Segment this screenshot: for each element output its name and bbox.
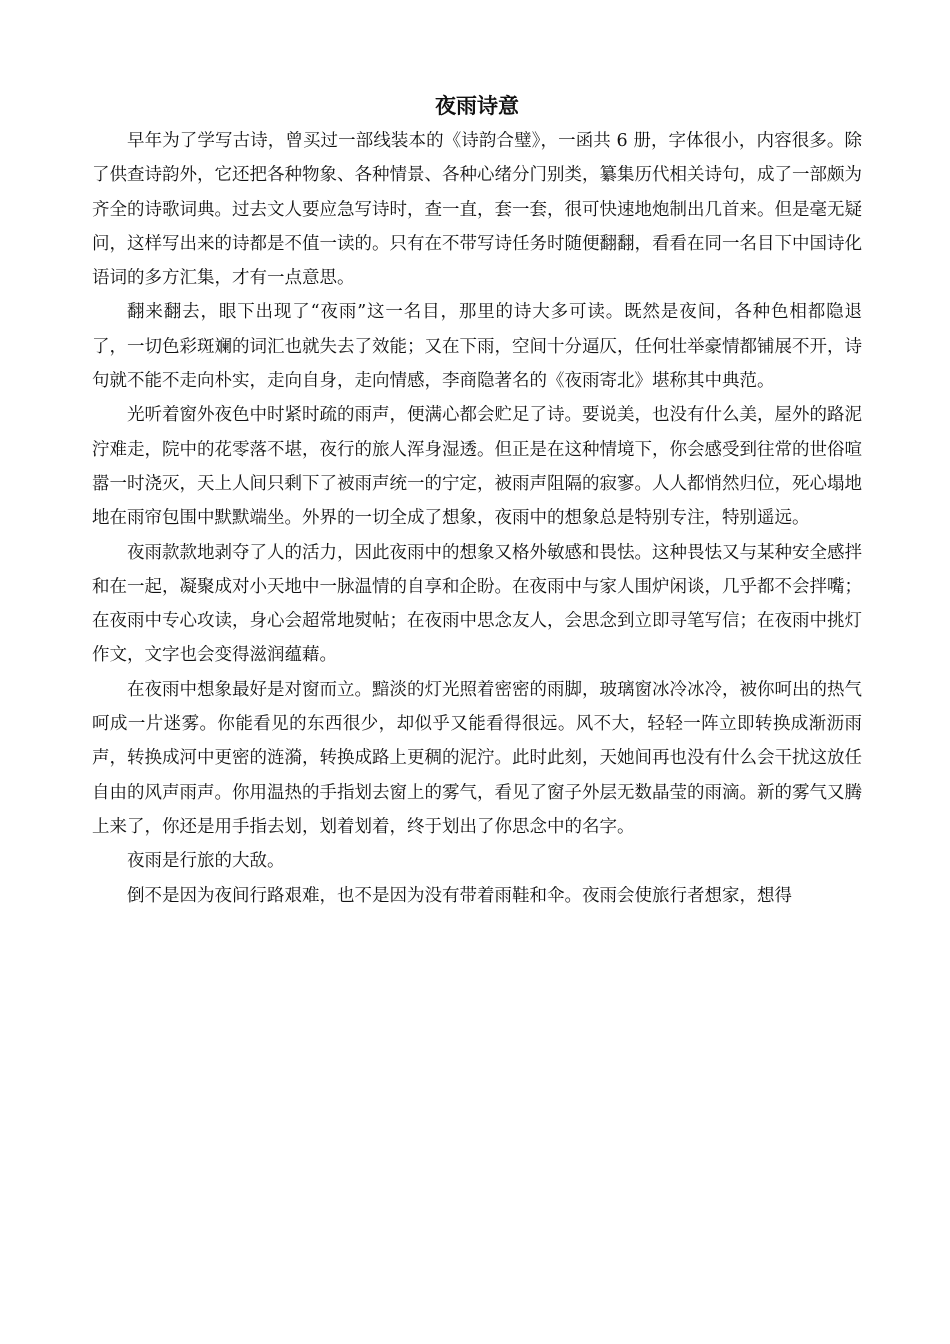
paragraph-2: 翻来翻去，眼下出现了“夜雨”这一名目，那里的诗大多可读。既然是夜间，各种色相都隐退了，一切色彩斑斓的词汇也就失去了效能；又在下雨，空间十分逼仄，任何壮举豪情都铺展不开，诗句就不能不走向朴实，走向自身，走向情感，李商隐著名的《夜雨寄北》堪称其中典范。: [92, 302, 862, 392]
document-title: 夜雨诗意: [435, 94, 519, 118]
paragraph-1: 早年为了学写古诗，曾买过一部线装本的《诗韵合璧》，一函共 6 册，字体很小，内容很多。除了供查诗韵外，它还把各种物象、各种情景、各种心绪分门别类，纂集历代相关诗句，成了一部颇为齐全的诗歌词典。过去文人要应急写诗时，查一直，套一套，很可快速地炮制出几首来。但是毫无疑问，这样写出来的诗都是不值一读的。只有在不带写诗任务时随便翻翻，看看在同一名目下中国诗化语词的多方汇集，才有一点意思。: [92, 131, 862, 289]
paragraph-3: 光听着窗外夜色中时紧时疏的雨声，便满心都会贮足了诗。要说美，也没有什么美，屋外的路泥泞难走，院中的花零落不堪，夜行的旅人浑身湿透。但正是在这种情境下，你会感受到往常的世俗喧嚣一时浇灭，天上人间只剩下了被雨声统一的宁定，被雨声阻隔的寂寥。人人都悄然归位，死心塌地地在雨帘包围中默默端坐。外界的一切全成了想象，夜雨中的想象总是特别专注，特别遥远。: [92, 405, 862, 529]
paragraph-6: 夜雨是行旅的大敌。: [127, 851, 285, 872]
paragraph-4: 夜雨款款地剥夺了人的活力，因此夜雨中的想象又格外敏感和畏怯。这种畏怯又与某种安全感拌和在一起，凝聚成对小天地中一脉温情的自享和企盼。在夜雨中与家人围炉闲谈，几乎都不会拌嘴；在夜雨中专心攻读，身心会超常地熨帖；在夜雨中思念友人，会思念到立即寻笔写信；在夜雨中挑灯作文，文字也会变得滋润蕴藉。: [92, 542, 862, 666]
paragraph-7: 倒不是因为夜间行路艰难，也不是因为没有带着雨鞋和伞。夜雨会使旅行者想家，想得: [127, 885, 792, 906]
document-page: [92, 92, 862, 913]
paragraph-5: 在夜雨中想象最好是对窗而立。黯淡的灯光照着密密的雨脚，玻璃窗冰冷冰冷，被你呵出的热气呵成一片迷雾。你能看见的东西很少，却似乎又能看得很远。风不大，轻轻一阵立即转换成渐沥雨声，转换成河中更密的涟漪，转换成路上更稠的泥泞。此时此刻，天她间再也没有什么会干扰这放任自由的风声雨声。你用温热的手指划去窗上的雾气，看见了窗子外层无数晶莹的雨滴。新的雾气又腾上来了，你还是用手指去划，划着划着，终于划出了你思念中的名字。: [92, 679, 862, 837]
